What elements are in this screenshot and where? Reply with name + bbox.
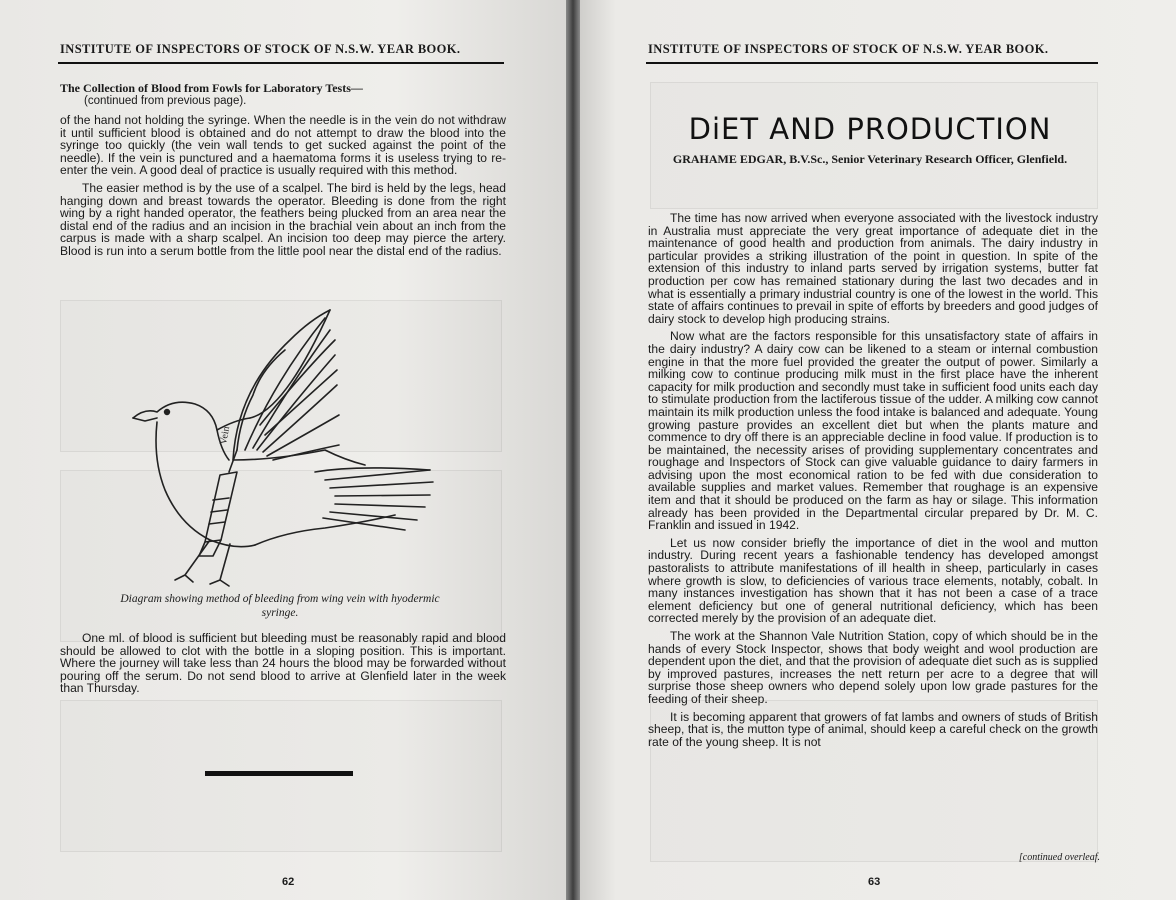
running-head-right: INSTITUTE OF INSPECTORS OF STOCK OF N.S.W. YEAR BOOK. [648,42,1049,56]
bird-diagram [125,300,445,590]
bird-eye [165,410,170,415]
bleed-through-box [60,700,502,852]
paragraph: Let us now consider briefly the importance of diet in the wool and mutton industry. During recent years a fashionable tendency has developed amongst pastoralists to attribute manifestations of ill health in sheep, particularly in cases where growth is slow, to deficiencies of various trace elements, notably, cobalt. In many instances investigation has shown that it has not been a case of a trace element deficiency but one of general nutritional deficiency, which has been corrected merely by the provision of an adequate diet. [648,535,1098,626]
right-body [648,212,1098,753]
left-body [60,114,506,263]
wing-leading-edge [233,310,330,460]
section-subtitle: (continued from previous page). [84,95,247,107]
paragraph: It is becoming apparent that growers of fat lambs and owners of studs of British sheep, that is, the mutton type of animal, should keep a careful check on the growth rate of the young sheep. It is not [648,709,1098,749]
book-gutter [566,0,580,900]
bird-breast [156,422,255,547]
head-rule-right [646,62,1098,64]
running-head-left: INSTITUTE OF INSPECTORS OF STOCK OF N.S.W. YEAR BOOK. [60,42,461,56]
bird-head [133,402,229,460]
tail-feathers [323,470,433,530]
paragraph: The work at the Shannon Vale Nutrition Station, copy of which should be in the hands of every Stock Inspector, shows that body weight and wool production are dependent upon the diet, and that the provision of adequate diet such as is supplied by improved pastures, increases the nett return per acre to a degree that will surprise those sheep owners who depend solely upon low grade pastures for the feeding of their sheep. [648,629,1098,706]
left-closing [60,632,506,700]
bird-belly [255,515,395,545]
section-title-text: The Collection of Blood from Fowls for Laboratory Tests— [60,81,363,95]
paragraph: The easier method is by the use of a scalpel. The bird is held by the legs, head hanging down and breast towards the operator. Bleeding is done from the right wing by a right handed operator, the feathers being plucked from an area near the distal end of the radius and an incision in the brachial vein about an inch from the carpus is made with a sharp scalpel. An incision too deep may pierce the artery. Blood is run into a serum bottle from the little pool near the distal end of the radius. [60,180,506,258]
bird-beak [133,418,157,421]
continued-note: [continued overleaf. [1018,852,1100,863]
paragraph: of the hand not holding the syringe. When the needle is in the vein do not withdraw it until sufficient blood is obtained and do not attempt to draw the blood into the syringe too quickly (the vein wall tends to get sucked against the point of the needle). If the vein is punctured and a haematoma forms it is useless trying to re-enter the vein. A good deal of practice is usually required with this method. [60,113,506,178]
head-rule-left [58,62,504,64]
vein-label: Vein [218,425,233,446]
article-title: DiET AND PRODUCTION [688,112,1052,146]
page-number-left: 62 [282,876,295,888]
figure-caption: Diagram showing method of bleeding from wing vein with hyodermic syringe. [120,593,440,619]
page-number-right: 63 [868,876,881,888]
paragraph: One ml. of blood is sufficient but bleeding must be reasonably rapid and blood should be allowed to clot with the bottle in a sloping position. This is important. Where the journey will take less than 24 hours the blood may be forwarded without pouring off the serum. Do not send blood to arrive at Glenfield later in the week than Thursday. [60,631,506,696]
black-rule [205,771,353,776]
syringe-barrel [205,472,237,542]
paragraph: The time has now arrived when everyone associated with the livestock industry in Australia must appreciate the very great importance of adequate diet in the maintenance of good health and production from animals. The dairy industry in particular provides a striking illustration of the point in question. In spite of the extension of this industry to inland parts served by irrigation systems, butter fat production per cow has remained stationary during the last two decades and in what is essentially a primary industrial country is one of the lowest in the world. This state of affairs continues to prevail in spite of efforts by breeders and good judges of dairy stock to develop high producing strains. [648,211,1098,326]
byline: GRAHAME EDGAR, B.V.Sc., Senior Veterinary Research Officer, Glenfield. [672,152,1068,166]
section-title [60,82,510,108]
paragraph: Now what are the factors responsible for this unsatisfactory state of affairs in the dairy industry? A dairy cow can be likened to a steam or internal combustion engine in that the more fuel provided the greater the output of power. Similarly a milking cow to continue producing milk must in the first place have the inherent capacity for milk production and secondly must take in sufficient food units each day to stimulate production from the lactiferous tissue of the udder. A milking cow cannot maintain its milk production unless the food intake is balanced and adequate. Young growing pasture provides an excellent diet but when the plants mature and commence to dry off there is an appreciable decline in food value. If production is to be maintained, the necessity arises of providing supplementary concentrates and roughage and Inspectors of Stock can give valuable guidance to dairy farmers in advising upon the most economical ration to be fed with due consideration to available supplies and market values. Remember that roughage is an expensive item and that it should be produced on the farm as hay or silage. This information already has been provided in the Departmental circular prepared by Dr. M. C. Franklin and issued in 1942. [648,329,1098,533]
